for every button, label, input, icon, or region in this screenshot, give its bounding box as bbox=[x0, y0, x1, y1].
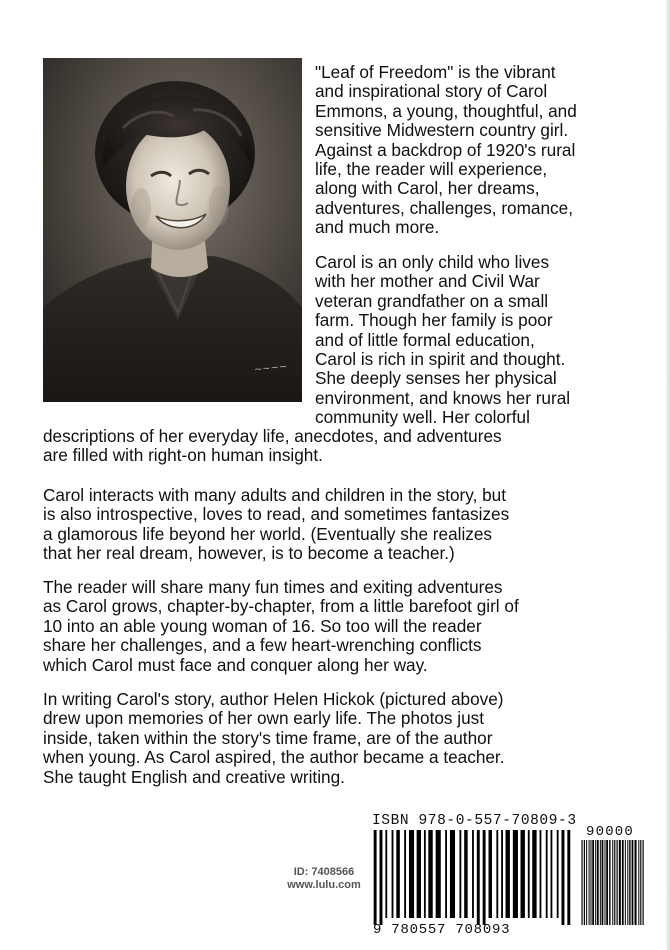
barcode-bar bbox=[614, 840, 615, 925]
barcode-bar bbox=[591, 840, 592, 925]
text-line: In writing Carol's story, author Helen Hickok (pictured above) bbox=[43, 689, 504, 709]
publisher-id: ID: 7408566 bbox=[293, 866, 355, 878]
barcode-bar bbox=[589, 840, 590, 925]
paragraph-interactions bbox=[43, 486, 509, 564]
barcode-bar bbox=[445, 830, 447, 918]
isbn-label: ISBN 978-0-557-70809-3 bbox=[372, 813, 577, 829]
barcode-bar bbox=[380, 830, 383, 925]
barcode-bar bbox=[619, 840, 621, 925]
barcode-bar bbox=[612, 840, 613, 925]
text-line: inside, taken within the story's time frame, are of the author bbox=[43, 727, 493, 748]
barcode-bar bbox=[417, 830, 421, 918]
barcode-bar bbox=[622, 840, 624, 925]
barcode-bar bbox=[600, 840, 601, 925]
text-line: farm. Though her family is poor bbox=[315, 310, 553, 331]
barcode-bar bbox=[392, 830, 394, 918]
text-line: veteran grandfather on a small bbox=[315, 290, 549, 311]
ean-digits: 9 780557 708093 bbox=[373, 922, 511, 938]
barcode-bar bbox=[586, 840, 587, 925]
barcode-bar bbox=[424, 830, 426, 918]
text-line: environment, and knows her rural bbox=[315, 387, 571, 408]
text-line: adventures, challenges, romance, bbox=[315, 197, 573, 218]
text-line: as Carol grows, chapter-by-chapter, from a little barefoot girl of bbox=[43, 596, 519, 617]
text-line: She deeply senses her physical bbox=[315, 368, 557, 389]
text-line: and of little formal education, bbox=[315, 329, 535, 350]
barcode-bar bbox=[617, 840, 618, 925]
barcode-bar bbox=[501, 830, 503, 918]
barcode-bar bbox=[584, 840, 585, 925]
barcode-bar bbox=[513, 830, 518, 918]
barcode-bar bbox=[506, 830, 510, 918]
text-line: and inspirational story of Carol bbox=[315, 81, 548, 102]
text-line: Against a backdrop of 1920's rural bbox=[315, 139, 576, 160]
addon-digits: 90000 bbox=[586, 824, 635, 840]
barcode-bar bbox=[609, 840, 610, 925]
text-line: "Leaf of Freedom" is the vibrant bbox=[315, 62, 556, 82]
barcode-bar bbox=[385, 830, 387, 918]
barcode-bar bbox=[638, 840, 639, 925]
barcode-bar bbox=[606, 840, 608, 925]
text-line: along with Carol, her dreams, bbox=[315, 178, 540, 199]
barcode-bar bbox=[374, 830, 377, 925]
barcode-bar bbox=[557, 830, 559, 918]
text-line: life, the reader will experience, bbox=[315, 158, 548, 179]
barcode-bar bbox=[450, 830, 455, 918]
barcode-bar bbox=[404, 830, 406, 918]
barcode-bar bbox=[528, 830, 530, 918]
barcode-bar bbox=[472, 830, 474, 918]
text-line: share her challenges, and a few heart-wrenching conflicts bbox=[43, 635, 482, 656]
barcode-bar bbox=[496, 830, 498, 918]
paragraph-adventures bbox=[43, 578, 519, 675]
barcode-bar bbox=[464, 830, 467, 918]
photographer-signature: ~~~~ bbox=[254, 361, 289, 376]
barcode-bar bbox=[561, 830, 564, 925]
text-line: descriptions of her everyday life, anecdotes, and adventures bbox=[43, 426, 502, 446]
barcode-bar bbox=[540, 830, 542, 918]
text-line: sensitive Midwestern country girl. bbox=[315, 120, 569, 141]
barcode-bar bbox=[592, 840, 594, 925]
barcode-bar bbox=[483, 830, 486, 925]
barcode-bar bbox=[629, 840, 630, 925]
barcode-bar bbox=[396, 830, 399, 918]
barcode-bar bbox=[489, 830, 492, 918]
barcode-bar bbox=[521, 830, 525, 918]
barcode-bar bbox=[428, 830, 432, 918]
paragraph-family bbox=[315, 253, 570, 428]
text-line: Carol is rich in spirit and thought. bbox=[315, 348, 566, 369]
publisher-block bbox=[270, 866, 378, 892]
text-line: a glamorous life beyond her world. (Eventually she realizes bbox=[43, 523, 493, 544]
barcode-bar bbox=[632, 840, 634, 925]
barcode-bar bbox=[625, 840, 626, 925]
ean-barcode bbox=[370, 830, 575, 925]
barcode-bar bbox=[595, 840, 596, 925]
barcode-bar bbox=[602, 840, 604, 925]
barcode-bar bbox=[551, 830, 553, 918]
text-line: Carol is an only child who lives bbox=[315, 252, 550, 272]
barcode-bar bbox=[597, 840, 599, 925]
price-addon-barcode bbox=[580, 840, 648, 925]
author-photo bbox=[43, 58, 302, 402]
barcode-bar bbox=[643, 840, 644, 925]
barcode-bar bbox=[532, 830, 536, 918]
barcode-bar bbox=[640, 840, 641, 925]
text-line: with her mother and Civil War bbox=[315, 271, 540, 292]
text-line: that her real dream, however, is to become a teacher.) bbox=[43, 543, 455, 564]
text-line: are filled with right-on human insight. bbox=[43, 445, 323, 466]
text-line: The reader will share many fun times and exiting adventures bbox=[43, 577, 503, 597]
barcode-bar bbox=[635, 840, 637, 925]
barcode-bar bbox=[477, 830, 480, 925]
paragraph-author bbox=[43, 690, 505, 787]
text-line: She taught English and creative writing. bbox=[43, 766, 345, 787]
text-line: Emmons, a young, thoughtful, and bbox=[315, 100, 577, 121]
barcode-bar bbox=[627, 840, 628, 925]
barcode-bar bbox=[581, 840, 582, 925]
text-line: drew upon memories of her own early life. The photos just bbox=[43, 708, 485, 729]
text-line: when young. As Carol aspired, the author became a teacher. bbox=[43, 747, 505, 768]
text-line: Carol interacts with many adults and children in the story, but bbox=[43, 485, 507, 505]
publisher-website: www.lulu.com bbox=[287, 879, 361, 891]
text-line: is also introspective, loves to read, and sometimes fantasizes bbox=[43, 504, 510, 525]
barcode-bar bbox=[409, 830, 414, 918]
barcode-bar bbox=[604, 840, 605, 925]
paragraph-intro bbox=[315, 63, 577, 238]
barcode-bar bbox=[459, 830, 461, 918]
paragraph-family-continued bbox=[43, 427, 502, 466]
text-line: and much more. bbox=[315, 217, 440, 238]
barcode-bar bbox=[567, 830, 570, 925]
barcode-bar bbox=[546, 830, 548, 918]
text-line: community well. Her colorful bbox=[315, 407, 530, 428]
cover-edge bbox=[666, 0, 670, 950]
text-line: 10 into an able young woman of 16. So too will the reader bbox=[43, 615, 482, 636]
barcode-bar bbox=[436, 830, 441, 918]
text-line: which Carol must face and conquer along her way. bbox=[43, 654, 428, 675]
